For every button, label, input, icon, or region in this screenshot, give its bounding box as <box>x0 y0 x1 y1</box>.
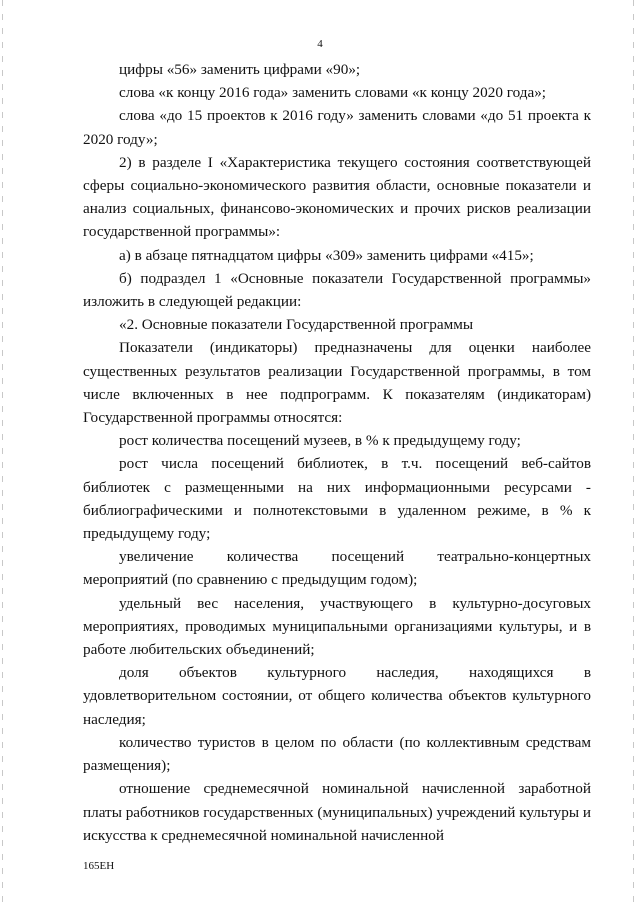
paragraph: слова «к концу 2016 года» заменить словами «к концу 2020 года»; <box>119 84 547 102</box>
paragraph: цифры «56» заменить цифрами «90»; <box>119 61 361 78</box>
document-body <box>83 58 591 847</box>
paragraph: Показатели (индикаторы) предназначены для оценки наиболее существенных результатов реализации Государственной программы, в том числе включенных в нее подпрограмм. К показателям (индикаторам) Государственной программы относятся: <box>83 339 591 427</box>
paragraph: б) подраздел 1 «Основные показатели Государственной программы» изложить в следующей редакции: <box>83 269 591 311</box>
list-item: рост количества посещений музеев, в % к предыдущему году; <box>119 432 521 450</box>
scan-edge-right <box>633 0 634 905</box>
paragraph: а) в абзаце пятнадцатом цифры «309» заменить цифрами «415»; <box>119 246 534 264</box>
list-item: количество туристов в целом по области (по коллективным средствам размещения); <box>83 733 591 775</box>
page-number: 4 <box>317 38 323 50</box>
scan-edge-left <box>2 0 3 905</box>
list-item: отношение среднемесячной номинальной начисленной заработной платы работников государственных (муниципальных) учреждений культуры и искусства к среднемесячной номинальной начисленной <box>83 780 591 844</box>
paragraph: слова «до 15 проектов к 2016 году» заменить словами «до 51 проекта к 2020 году»; <box>83 107 591 148</box>
paragraph: 2) в разделе I «Характеристика текущего состояния соответствующей сферы социально-экономического развития области, основные показатели и анализ социальных, финансово-экономических и прочих рисков реализации государственной программы»: <box>83 153 591 241</box>
list-item: доля объектов культурного наследия, находящихся в удовлетворительном состоянии, от общего количества объектов культурного наследия; <box>83 664 591 728</box>
list-item: рост числа посещений библиотек, в т.ч. посещений веб-сайтов библиотек с размещенными на них информационными ресурсами - библиографическими и полнотекстовыми в удаленном режиме, в % к предыдущему году; <box>83 455 591 543</box>
list-item: удельный вес населения, участвующего в культурно-досуговых мероприятиях, проводимых муниципальными организациями культуры, и в работе любительских объединений; <box>83 594 591 659</box>
list-item: увеличение количества посещений театрально-концертных мероприятий (по сравнению с предыдущим годом); <box>83 548 591 589</box>
section-heading: «2. Основные показатели Государственной программы <box>119 316 474 334</box>
document-code: 165ЕН <box>83 860 115 872</box>
